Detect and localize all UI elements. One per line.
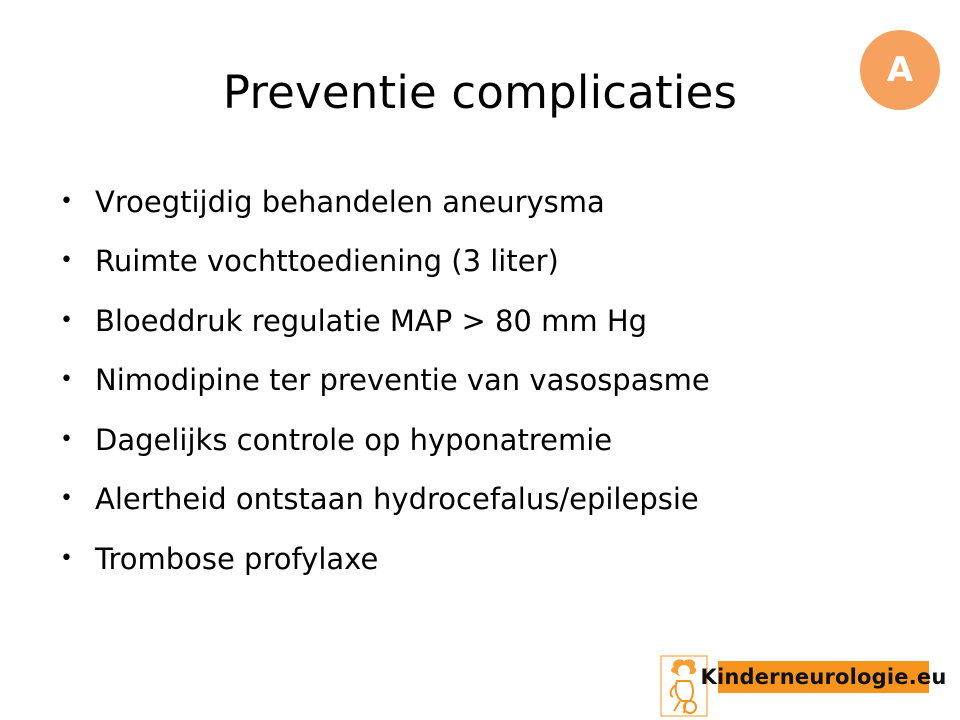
bullet-item <box>60 410 920 470</box>
bullet-icon: • <box>60 426 73 452</box>
bullet-item <box>60 470 920 530</box>
bullet-item <box>60 351 920 411</box>
bullet-icon: • <box>60 248 73 274</box>
bullet-text: Dagelijks controle op hyponatremie <box>95 422 613 457</box>
bullet-text: Bloeddruk regulatie MAP > 80 mm Hg <box>95 303 648 338</box>
bullet-item <box>60 172 920 232</box>
logo-wordmark: Kinderneurologie.eu <box>718 661 929 693</box>
bullet-item <box>60 291 920 351</box>
section-badge: A <box>860 30 940 110</box>
logo-figure-leg <box>674 701 686 713</box>
logo-figure-body <box>676 681 693 701</box>
logo-figure-head <box>678 665 690 677</box>
bullet-text: Vroegtijdig behandelen aneurysma <box>95 184 605 219</box>
slide-title: Preventie complicaties <box>222 66 738 119</box>
bullet-item <box>60 232 920 292</box>
bullet-icon: • <box>60 188 73 214</box>
bullet-text: Alertheid ontstaan hydrocefalus/epilepsie <box>95 482 699 517</box>
bullet-icon: • <box>60 307 73 333</box>
bullet-text: Nimodipine ter preventie van vasospasme <box>95 363 710 398</box>
bullet-list <box>60 172 920 589</box>
bullet-icon: • <box>60 486 73 512</box>
bullet-text: Trombose profylaxe <box>95 541 379 576</box>
bullet-text: Ruimte vochttoediening (3 liter) <box>95 244 559 279</box>
bullet-icon: • <box>60 367 73 393</box>
kinderneurologie-logo <box>660 655 947 717</box>
bullet-icon: • <box>60 545 73 571</box>
bullet-item <box>60 529 920 589</box>
